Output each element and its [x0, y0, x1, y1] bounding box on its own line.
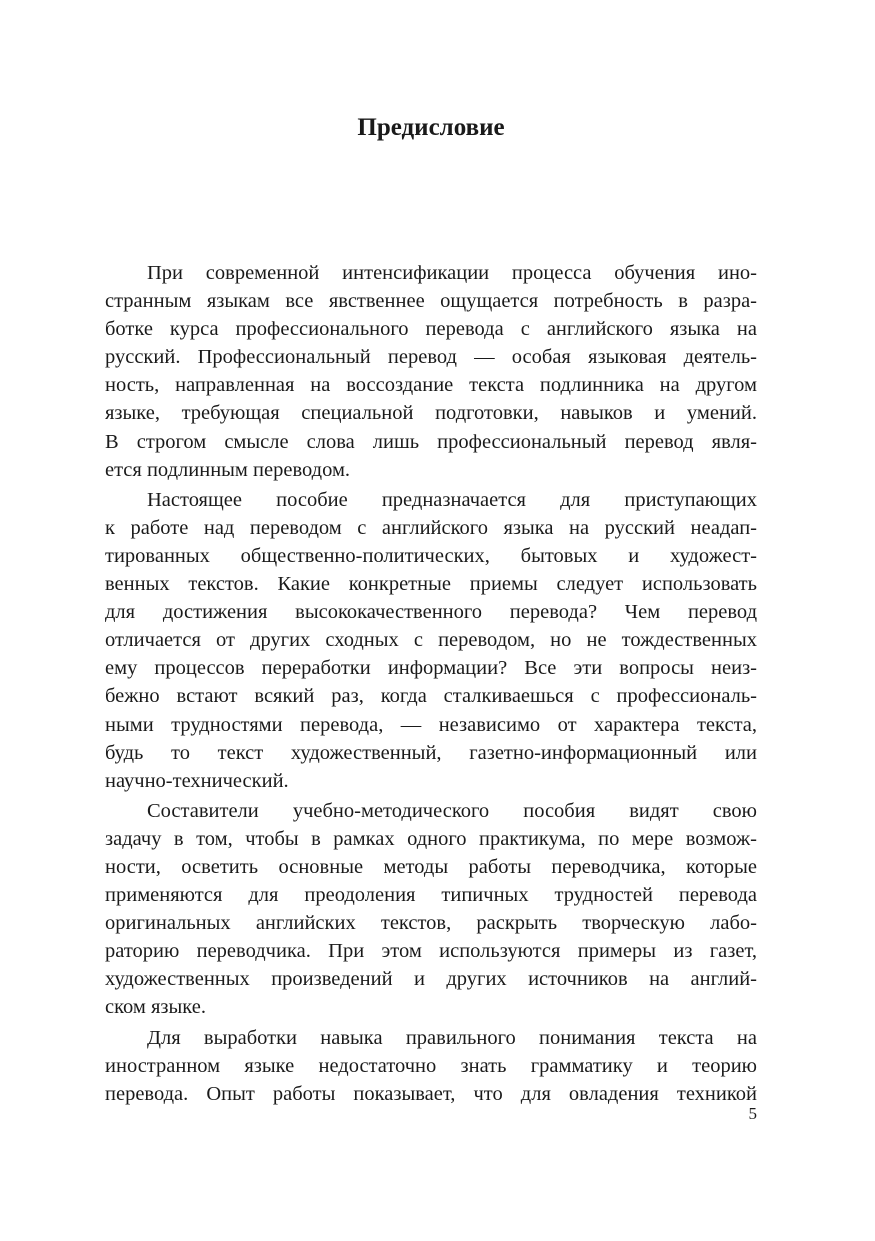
text-line: ности, осветить основные методы работы переводчика, которые — [105, 855, 757, 878]
text-line: русский. Профессиональный перевод — особая языковая деятель- — [105, 346, 757, 369]
text-line: задачу в том, чтобы в рамках одного практикума, по мере возмож- — [105, 827, 757, 850]
text-line: ботке курса профессионального перевода с английского языка на — [105, 318, 757, 341]
text-line: Составители учебно-методического пособия видят свою — [147, 799, 757, 822]
text-line: к работе над переводом с английского языка на русский неадап- — [105, 516, 757, 539]
text-line: ском языке. — [105, 996, 206, 1019]
text-line: В строгом смысле слова лишь профессиональный перевод явля- — [105, 430, 757, 453]
body-text — [105, 259, 757, 1110]
text-line: научно-технический. — [105, 769, 289, 792]
text-line: художественных произведений и других источников на англий- — [105, 968, 757, 991]
text-line: бежно встают всякий раз, когда сталкиваешься с профессиональ- — [105, 685, 757, 708]
text-line: Для выработки навыка правильного понимания текста на — [147, 1026, 757, 1049]
paragraph — [105, 1024, 757, 1108]
text-line: При современной интенсификации процесса обучения ино- — [147, 262, 757, 284]
text-line: для достижения высококачественного перевода? Чем перевод — [105, 601, 757, 624]
text-line: ность, направленная на воссоздание текста подлинника на другом — [105, 374, 757, 397]
text-line: будь то текст художественный, газетно-информационный или — [105, 741, 757, 764]
text-line: оригинальных английских текстов, раскрыть творческую лабо- — [105, 912, 757, 935]
page-number: 5 — [748, 1104, 757, 1123]
text-line: отличается от других сходных с переводом, но не тождественных — [105, 629, 757, 652]
text-line: тированных общественно-политических, бытовых и художест- — [105, 544, 757, 567]
text-line: иностранном языке недостаточно знать грамматику и теорию — [105, 1054, 757, 1077]
text-line: Настоящее пособие предназначается для приступающих — [147, 488, 757, 511]
paragraph — [105, 486, 757, 795]
text-line: странным языкам все явственнее ощущается потребность в разра- — [105, 290, 757, 313]
text-line: ему процессов переработки информации? Все эти вопросы неиз- — [105, 657, 757, 680]
text-line: ется подлинным переводом. — [105, 458, 351, 481]
paragraph — [105, 797, 757, 1022]
text-line: раторию переводчика. При этом используются примеры из газет, — [105, 940, 757, 963]
text-line: перевода. Опыт работы показывает, что для овладения техникой — [105, 1082, 757, 1105]
page-title: Предисловие — [357, 114, 505, 141]
text-line: языке, требующая специальной подготовки, навыков и умений. — [105, 402, 757, 425]
text-line: венных текстов. Какие конкретные приемы следует использовать — [105, 573, 757, 596]
paragraph — [105, 259, 757, 484]
text-line: применяются для преодоления типичных трудностей перевода — [105, 884, 757, 907]
text-line: ными трудностями перевода, — независимо от характера текста, — [105, 713, 757, 736]
